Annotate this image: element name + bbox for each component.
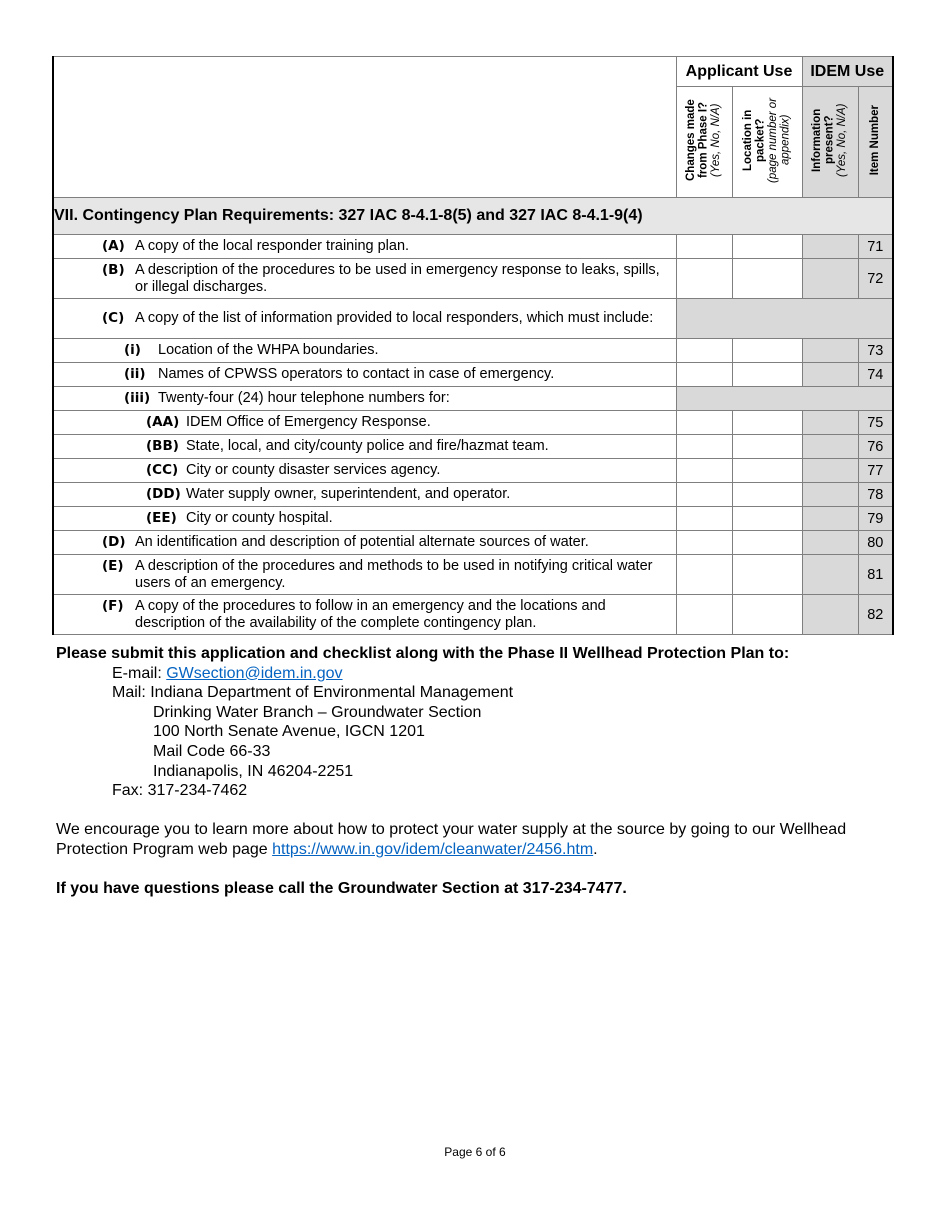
requirement-text: State, local, and city/county police and fire/hazmat team.: [186, 438, 549, 454]
changes-column-header: [676, 87, 732, 198]
changes-made-cell[interactable]: [676, 363, 732, 387]
requirement-text: Names of CPWSS operators to contact in case of emergency.: [158, 366, 555, 382]
requirement-label: (A): [102, 238, 125, 254]
location-in-packet-cell[interactable]: [732, 363, 802, 387]
location-in-packet-cell[interactable]: [732, 531, 802, 555]
applicant-use-header: Applicant Use: [676, 57, 802, 87]
mail-address-line-5: Indianapolis, IN 46204-2251: [153, 762, 354, 780]
email-link[interactable]: GWsection@idem.in.gov: [166, 664, 343, 682]
information-present-cell: [802, 483, 858, 507]
checklist-rows: [53, 235, 893, 635]
information-present-cell: [802, 435, 858, 459]
location-in-packet-cell[interactable]: [732, 339, 802, 363]
submit-heading: Please submit this application and checklist along with the Phase II Wellhead Protection Plan to:: [56, 645, 790, 662]
item-number: 74: [858, 363, 893, 387]
mail-address-line-1: Indiana Department of Environmental Management: [150, 684, 514, 702]
requirement-label: (AA): [146, 414, 180, 430]
changes-made-cell[interactable]: [676, 435, 732, 459]
information-present-cell: [802, 595, 858, 635]
table-row: [53, 411, 893, 435]
location-in-packet-cell[interactable]: [732, 259, 802, 299]
requirement-label: (BB): [146, 438, 179, 454]
location-column-title: Location in packet?: [742, 109, 767, 171]
requirement-text: IDEM Office of Emergency Response.: [186, 414, 431, 430]
changes-made-cell[interactable]: [676, 235, 732, 259]
requirement-description: [53, 531, 676, 555]
requirement-label: (D): [102, 534, 126, 550]
information-present-cell: [802, 235, 858, 259]
info-column-hint: (Yes, No, N/A): [836, 103, 849, 177]
table-row: [53, 531, 893, 555]
requirement-description: [53, 435, 676, 459]
changes-column-hint: (Yes, No, N/A): [710, 103, 723, 177]
program-web-link[interactable]: https://www.in.gov/idem/cleanwater/2456.htm: [272, 840, 594, 858]
location-in-packet-cell[interactable]: [732, 459, 802, 483]
information-present-cell: [802, 507, 858, 531]
contingency-checklist-table: [52, 56, 894, 635]
item-number: 82: [858, 595, 893, 635]
requirement-description: [53, 363, 676, 387]
item-number: 76: [858, 435, 893, 459]
table-row: [53, 259, 893, 299]
spacer: [56, 801, 896, 821]
requirement-label: (CC): [146, 462, 179, 478]
requirement-label: (DD): [146, 486, 181, 502]
requirement-text: City or county disaster services agency.: [186, 462, 441, 478]
requirement-label: (F): [102, 597, 124, 614]
requirement-label: (B): [102, 261, 125, 278]
requirement-label: (C): [102, 310, 125, 326]
email-line: [56, 664, 896, 684]
mail-line: [56, 683, 896, 703]
encourage-text: We encourage you to learn more about how to protect your water supply at the source by going to our Wellhead Protection Program web page: [56, 821, 847, 858]
information-present-cell: [802, 459, 858, 483]
table-row: [53, 595, 893, 635]
requirement-text: A copy of the local responder training plan.: [135, 238, 410, 254]
requirement-text: A copy of the procedures to follow in an emergency and the locations and description of the availability of the complete contingency plan.: [135, 597, 606, 631]
item-number: 71: [858, 235, 893, 259]
spacer: [56, 860, 896, 880]
location-in-packet-cell[interactable]: [732, 483, 802, 507]
info-column-header: [802, 87, 858, 198]
changes-made-cell[interactable]: [676, 507, 732, 531]
mail-address-line-3: 100 North Senate Avenue, IGCN 1201: [153, 723, 425, 741]
changes-made-cell[interactable]: [676, 483, 732, 507]
information-present-cell: [802, 259, 858, 299]
table-row: [53, 235, 893, 259]
mail-label: Mail:: [112, 684, 151, 702]
requirement-label: (i): [124, 342, 141, 358]
changes-made-cell[interactable]: [676, 555, 732, 595]
changes-column-title: Changes made from Phase I?: [685, 99, 710, 181]
location-column-header: [732, 87, 802, 198]
table-row: [53, 299, 893, 339]
requirement-text: Location of the WHPA boundaries.: [158, 342, 379, 358]
changes-made-cell[interactable]: [676, 339, 732, 363]
encourage-end: .: [593, 840, 598, 858]
table-row: [53, 435, 893, 459]
item-number: 79: [858, 507, 893, 531]
requirement-description: [53, 387, 676, 411]
information-present-cell: [802, 411, 858, 435]
location-in-packet-cell[interactable]: [732, 555, 802, 595]
requirement-description: [53, 299, 676, 339]
requirement-description: [53, 459, 676, 483]
requirement-text: A copy of the list of information provided to local responders, which must include:: [135, 310, 654, 326]
requirement-text: City or county hospital.: [186, 510, 333, 526]
location-in-packet-cell[interactable]: [732, 595, 802, 635]
questions-line: If you have questions please call the Groundwater Section at 317-234-7477.: [56, 880, 627, 898]
item-number: 72: [858, 259, 893, 299]
location-in-packet-cell[interactable]: [732, 411, 802, 435]
requirement-label: (E): [102, 557, 124, 574]
location-in-packet-cell[interactable]: [732, 507, 802, 531]
location-column-hint: (page number or appendix): [767, 97, 792, 183]
requirement-label: (ii): [124, 366, 146, 382]
table-row: [53, 363, 893, 387]
table-row: [53, 507, 893, 531]
item-number: 73: [858, 339, 893, 363]
requirement-text: A description of the procedures to be used in emergency response to leaks, spills, or illegal discharges.: [135, 261, 660, 295]
requirement-description: [53, 483, 676, 507]
item-number: 77: [858, 459, 893, 483]
table-row: [53, 387, 893, 411]
requirement-label: (iii): [124, 390, 151, 406]
changes-made-cell[interactable]: [676, 411, 732, 435]
table-row: [53, 459, 893, 483]
information-present-cell: [802, 339, 858, 363]
requirement-text: Water supply owner, superintendent, and operator.: [186, 486, 511, 502]
changes-made-cell[interactable]: [676, 531, 732, 555]
item-number: 75: [858, 411, 893, 435]
location-in-packet-cell[interactable]: [732, 235, 802, 259]
requirement-description: [53, 259, 676, 299]
information-present-cell: [802, 555, 858, 595]
information-present-cell: [802, 363, 858, 387]
header-blank-cell: [53, 57, 676, 198]
table-row: [53, 483, 893, 507]
mail-address-line-2: Drinking Water Branch – Groundwater Section: [153, 703, 482, 721]
requirement-description: [53, 555, 676, 595]
submission-info: [56, 644, 896, 899]
section-title: VII. Contingency Plan Requirements: 327 IAC 8-4.1-8(5) and 327 IAC 8-4.1-9(4): [53, 198, 893, 235]
requirement-description: [53, 595, 676, 635]
requirement-text: An identification and description of potential alternate sources of water.: [135, 534, 589, 550]
item-number-column-title: Item Number: [869, 104, 881, 176]
mail-address-line-4: Mail Code 66-33: [153, 742, 271, 760]
item-number: 81: [858, 555, 893, 595]
item-number-column-header: [858, 87, 893, 198]
item-number: 80: [858, 531, 893, 555]
email-label: E-mail:: [112, 664, 167, 682]
info-column-title: Information present?: [811, 108, 836, 172]
information-present-cell: [802, 531, 858, 555]
requirement-description: [53, 411, 676, 435]
encourage-paragraph: [56, 820, 896, 859]
requirement-text: A description of the procedures and methods to be used in notifying critical water users of an emergency.: [135, 557, 653, 591]
page-number: Page 6 of 6: [444, 1145, 506, 1159]
item-number: 78: [858, 483, 893, 507]
shaded-cell: [676, 387, 893, 411]
requirement-description: [53, 339, 676, 363]
requirement-description: [53, 507, 676, 531]
changes-made-cell[interactable]: [676, 595, 732, 635]
requirement-text: Twenty-four (24) hour telephone numbers for:: [158, 390, 450, 406]
changes-made-cell[interactable]: [676, 259, 732, 299]
idem-use-header: IDEM Use: [802, 57, 893, 87]
table-row: [53, 555, 893, 595]
changes-made-cell[interactable]: [676, 459, 732, 483]
table-row: [53, 339, 893, 363]
requirement-description: [53, 235, 676, 259]
fax-line: Fax: 317-234-7462: [112, 782, 248, 800]
shaded-cell: [676, 299, 893, 339]
requirement-label: (EE): [146, 510, 177, 526]
location-in-packet-cell[interactable]: [732, 435, 802, 459]
